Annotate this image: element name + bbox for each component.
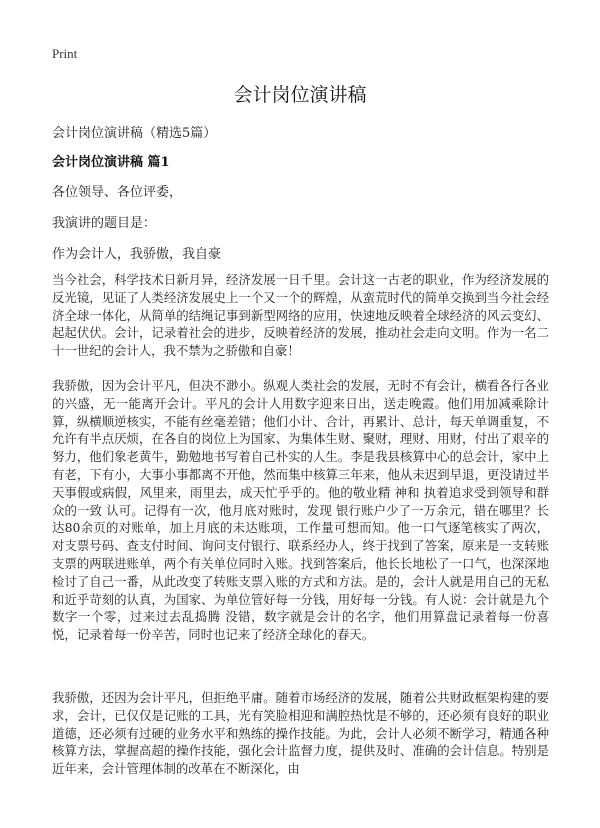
body-paragraph-3: 我骄傲，还因为会计平凡，但拒绝平庸。随着市场经济的发展，随着公共财政框架构建的要求，会计，已仅仅是记账的工具，光有笑脸相迎和满腔热忱是不够的，还必须有良好的职业道德，还必须有过硬的业务水平和熟练的操作技能。为此，会计人必须不断学习，精通各种核算方法，掌握高超的操作技能，强化会计监督力度，提供及时、准确的会计信息。特别是近年来，会计管理体制的改革在不断深化，由 (52, 690, 549, 777)
body-paragraph-1: 当今社会，科学技术日新月异，经济发展一日千里。会计这一古老的职业，作为经济发展的反光镜，见证了人类经济发展史上一个又一个的辉煌，从蛮荒时代的简单交换到当今社会经济全球一体化，从简单的结绳记事到新型网络的应用，快速地反映着全球经济的风云变幻、起起伏伏。会计，记录着社会的进步，反映着经济的发展，推动社会走向文明。作为一名二十一世纪的会计人，我不禁为之骄傲和自豪！ (52, 272, 549, 359)
print-label: Print (52, 46, 78, 61)
document-subtitle: 会计岗位演讲稿（精选5篇） (52, 126, 217, 141)
body-paragraph-2: 我骄傲，因为会计平凡，但决不渺小。纵观人类社会的发展，无时不有会计，横看各行各业的兴盛，无一能离开会计。平凡的会计人用数字迎来日出，送走晚霞。他们用加减乘除计算，纵横顺逆核实，不能有丝毫差错；他们小计、合计，再累计、总计，每天单调重复，不允许有半点厌烦，在各自的岗位上为国家、为集体生财、聚财，理财、用财，付出了艰辛的努力，他们象老黄牛，勤勉地书写着自己朴实的人生。李是我县核算中心的总会计，家中上有老，下有小，大事小事都离不开他，然而集中核算三年来，他从未迟到早退，更没请过半天事假或病假，风里来，雨里去，成天忙乎乎的。他的敬业精 神和 执着追求受到领导和群众的一致 认可。记得有一次，他月底对账时，发现 银行账户少了一万余元，错在哪里？长达80余页的对账单，加上月底的未达账项，工作量可想而知。他一口气逐笔核实了两次，对支票号码、查支付时间、询问支付银行、联系经办人，终于找到了答案，原来是一支转账支票的两联进账单，两个有关单位同时入账。找到答案后，他长长地松了一口气，也深深地检讨了自己一番，从此改变了转账支票入账的方式和方法。是的，会计人就是用自己的无私和近乎苛刻的认真，为国家、为单位管好每一分钱，用好每一分钱。有人说：会计就是九个数字一个零，过来过去乱捣腾 没错，数字就是会计的名字，他们用算盘记录着每一份喜悦，记录着每一份辛苦，同时也记来了经济全球化的春天。 (52, 378, 549, 643)
topic-intro-line: 我演讲的题目是： (52, 216, 157, 231)
section-heading: 会计岗位演讲稿 篇1 (52, 155, 170, 170)
greeting-line: 各位领导、各位评委， (52, 185, 183, 200)
topic-line: 作为会计人，我骄傲，我自豪 (52, 247, 222, 262)
document-title: 会计岗位演讲稿 (233, 84, 367, 106)
